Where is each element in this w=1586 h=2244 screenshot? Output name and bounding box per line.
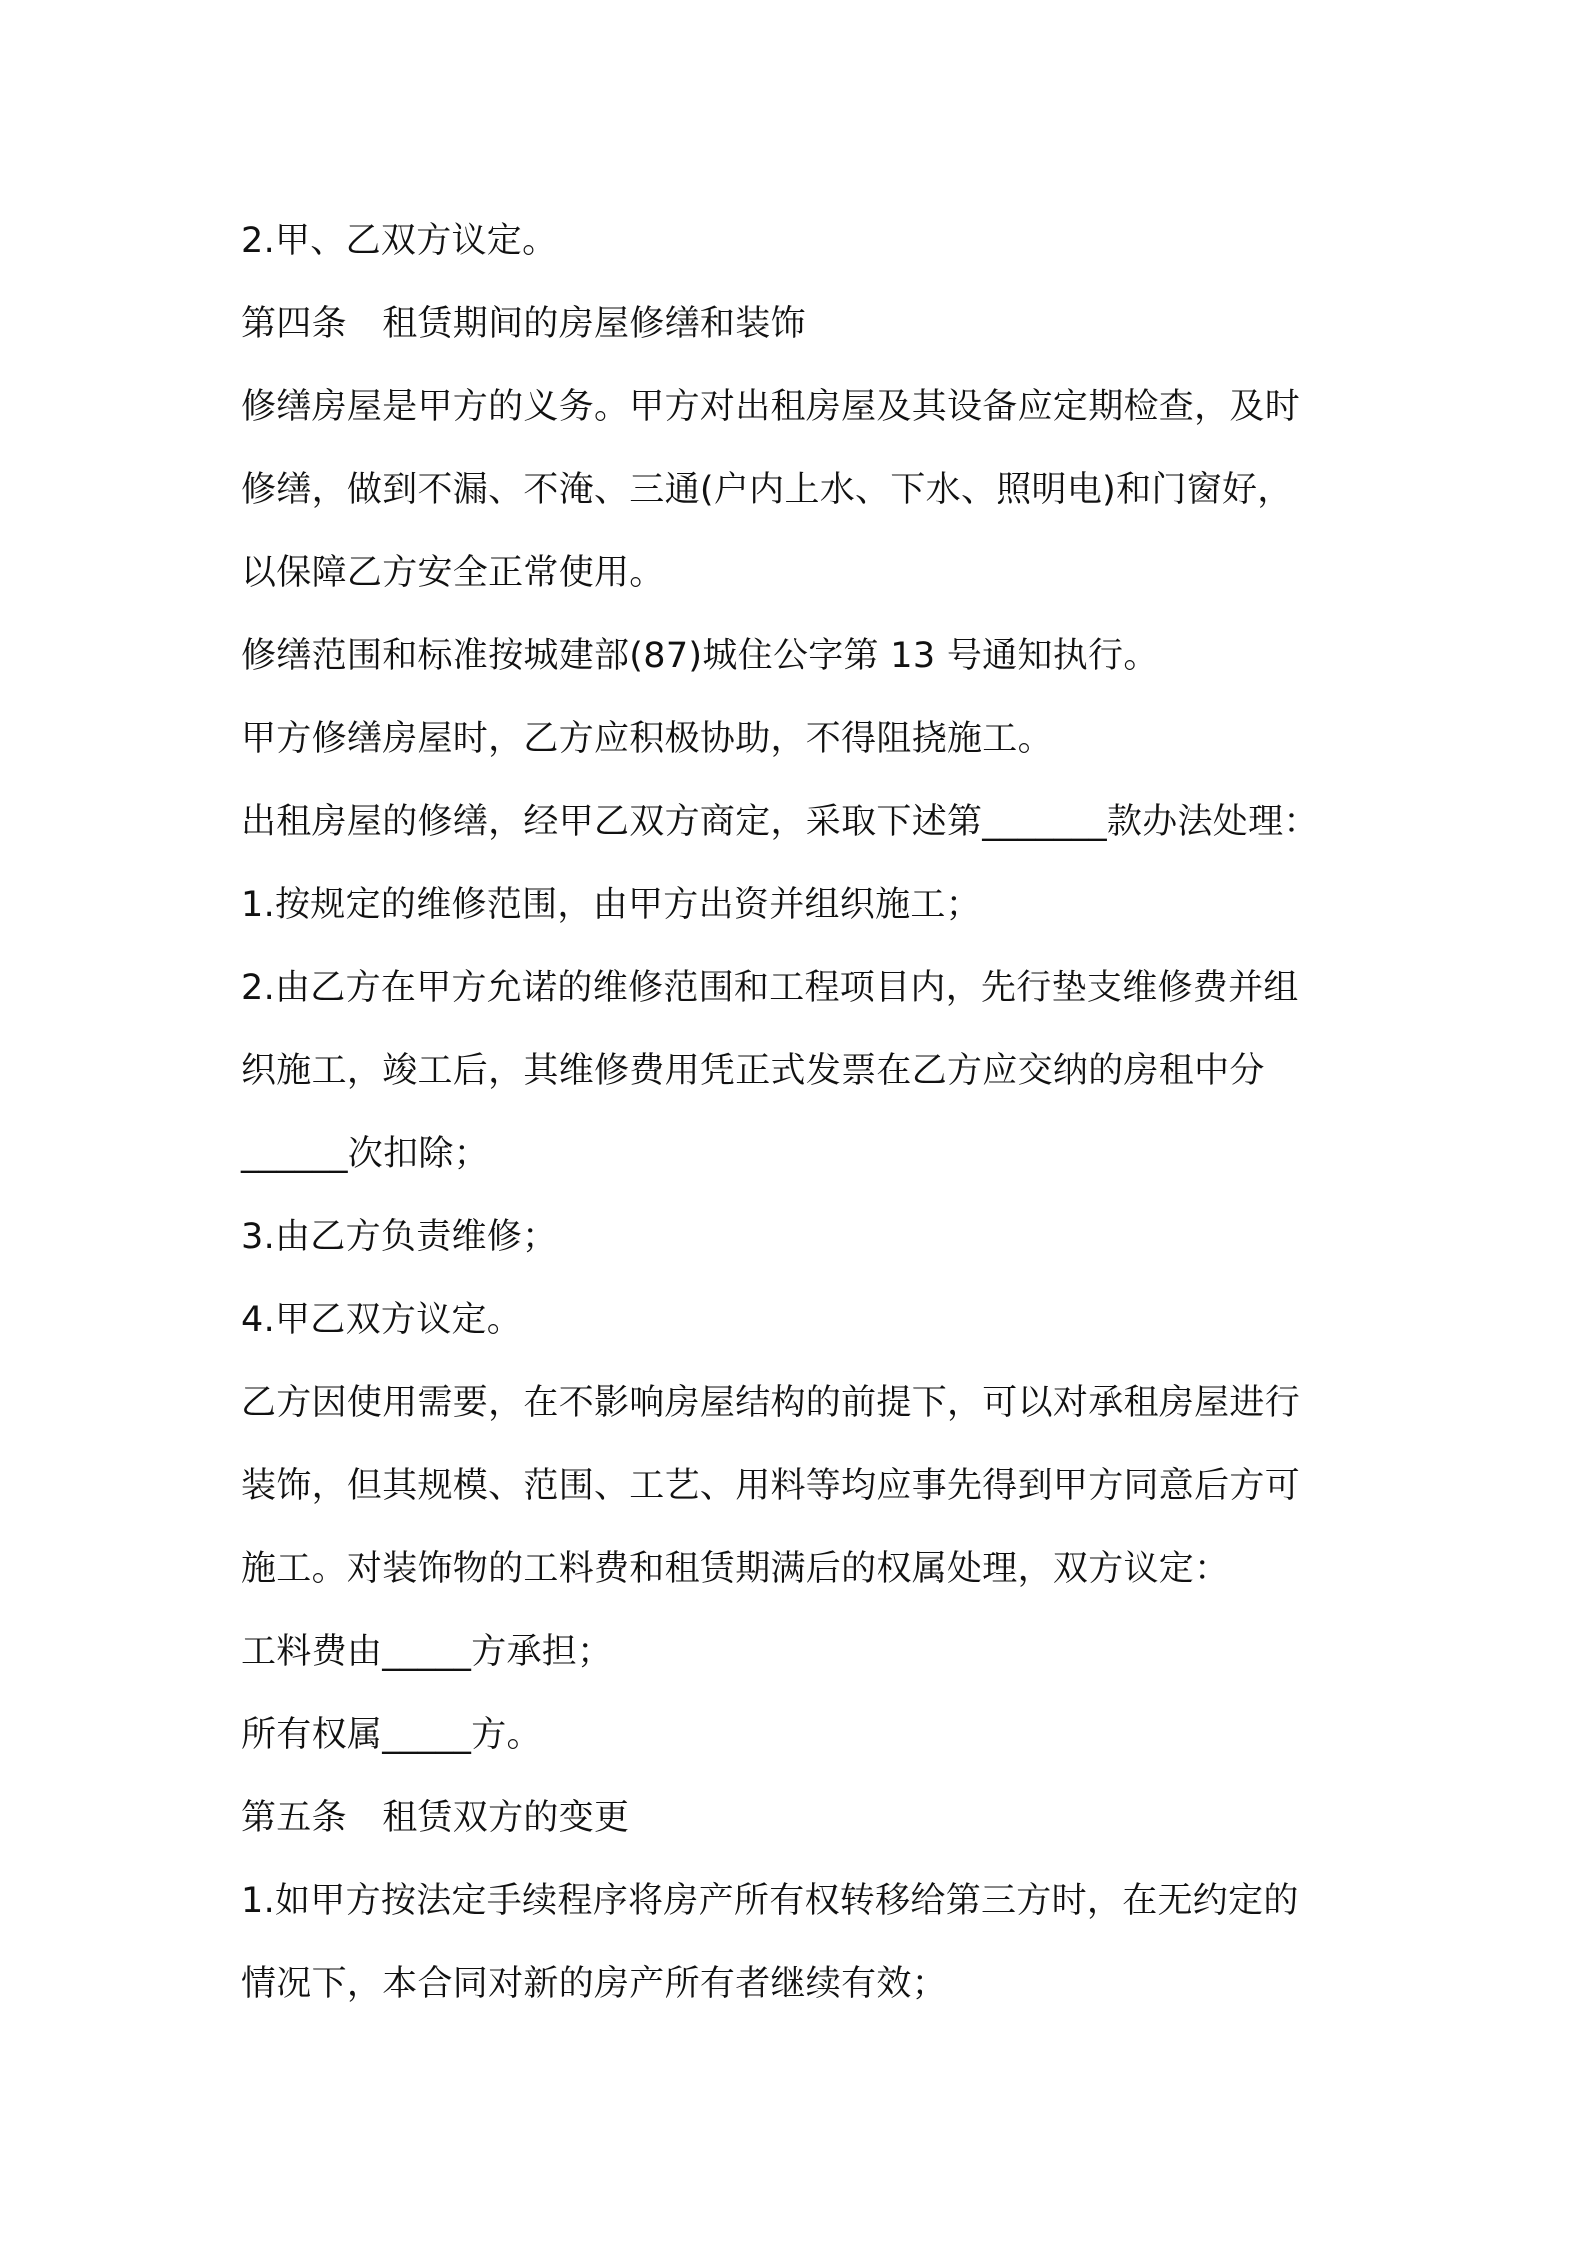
text-line: 修缮房屋是甲方的义务。甲方对出租房屋及其设备应定期检查，及时 [241, 387, 1301, 427]
text-line: 2.由乙方在甲方允诺的维修范围和工程项目内，先行垫支维修费并组 [241, 968, 1299, 1008]
text-line: ______次扣除； [241, 1134, 490, 1174]
text-line: 所有权属_____方。 [241, 1715, 542, 1755]
text-line: 乙方因使用需要，在不影响房屋结构的前提下，可以对承租房屋进行 [241, 1383, 1301, 1423]
text-line: 出租房屋的修缮，经甲乙双方商定，采取下述第_______款办法处理： [241, 802, 1319, 842]
text-line: 施工。对装饰物的工料费和租赁期满后的权属处理，双方议定： [241, 1549, 1230, 1589]
text-line: 4.甲乙双方议定。 [241, 1300, 523, 1340]
text-line: 1.如甲方按法定手续程序将房产所有权转移给第三方时，在无约定的 [241, 1881, 1299, 1921]
text-line: 以保障乙方安全正常使用。 [241, 553, 665, 593]
document-body [241, 200, 1361, 2026]
text-line: 装饰，但其规模、范围、工艺、用料等均应事先得到甲方同意后方可 [241, 1466, 1301, 1506]
text-line: 1.按规定的维修范围，由甲方出资并组织施工； [241, 885, 981, 925]
text-line: 2.甲、乙双方议定。 [241, 221, 558, 261]
section-heading: 第五条 租赁双方的变更 [241, 1798, 630, 1838]
text-line: 情况下，本合同对新的房产所有者继续有效； [241, 1964, 948, 2004]
text-line: 修缮范围和标准按城建部(87)城住公字第 13 号通知执行。 [241, 636, 1159, 676]
text-line: 工料费由_____方承担； [241, 1632, 613, 1672]
text-line: 织施工，竣工后，其维修费用凭正式发票在乙方应交纳的房租中分 [241, 1051, 1265, 1091]
text-line: 3.由乙方负责维修； [241, 1217, 558, 1257]
text-line: 修缮，做到不漏、不淹、三通(户内上水、下水、照明电)和门窗好， [241, 470, 1293, 510]
section-heading: 第四条 租赁期间的房屋修缮和装饰 [241, 304, 806, 344]
text-line: 甲方修缮房屋时，乙方应积极协助，不得阻挠施工。 [241, 719, 1053, 759]
